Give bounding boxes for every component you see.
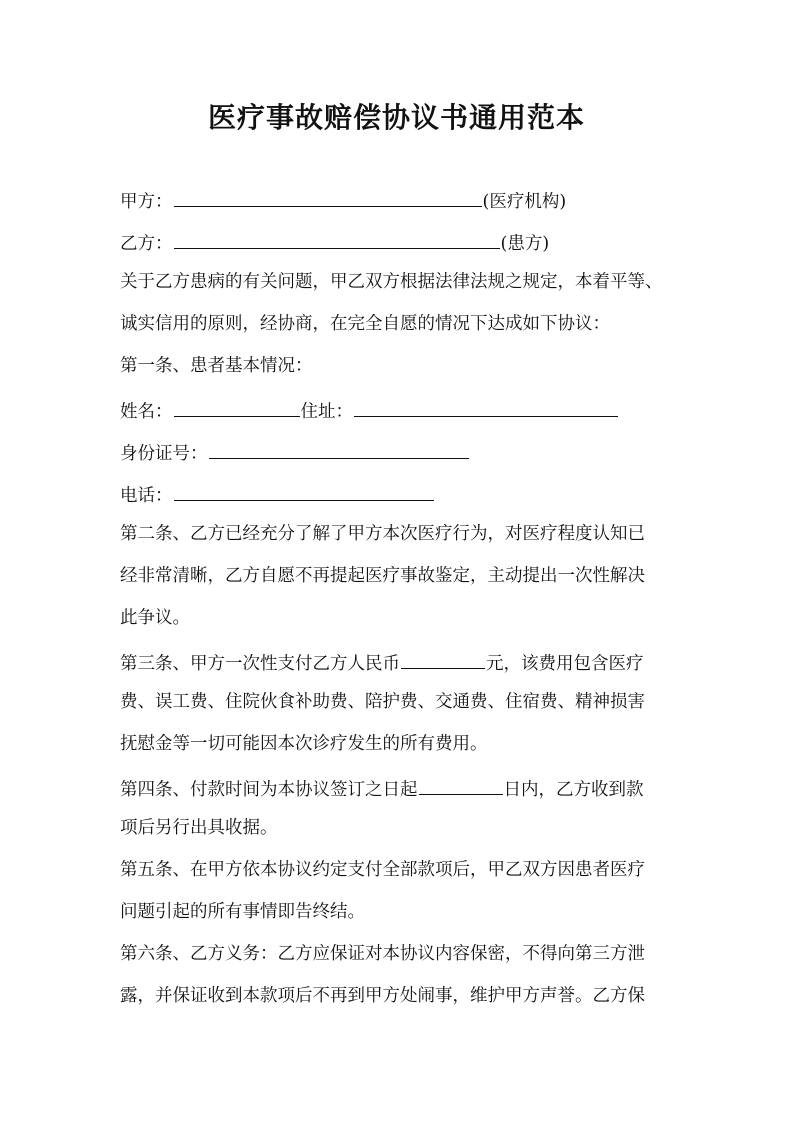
- article-3-line-1: [120, 652, 690, 674]
- intro-line-2: 诚实信用的原则，经协商，在完全自愿的情况下达成如下协议：: [120, 314, 610, 334]
- article-3-text-a: 第三条、甲方一次性支付乙方人民币: [120, 654, 400, 674]
- article-4-line-2: 项后另行出具收据。: [120, 818, 278, 838]
- article-6-line-1: 第六条、乙方义务：乙方应保证对本协议内容保密，不得向第三方泄: [120, 944, 645, 964]
- article-5-line-2: 问题引起的所有事情即告终结。: [120, 902, 365, 922]
- document-title: 医疗事故赔偿协议书通用范本: [207, 101, 585, 134]
- party-b-blank: [174, 232, 500, 249]
- name-address-line: [120, 400, 690, 422]
- party-a-blank: [174, 190, 482, 207]
- article-4-text-a: 第四条、付款时间为本协议签订之日起: [120, 780, 418, 800]
- name-label: 姓名：: [120, 402, 173, 422]
- article-3-line-3: 抚慰金等一切可能因本次诊疗发生的所有费用。: [120, 734, 488, 754]
- article-5-line-1: 第五条、在甲方依本协议约定支付全部款项后，甲乙双方因患者医疗: [120, 860, 645, 880]
- party-a-line: [120, 190, 690, 212]
- article-2-line-1: 第二条、乙方已经充分了解了甲方本次医疗行为，对医疗程度认知已: [120, 524, 645, 544]
- intro-line-1: 关于乙方患病的有关问题，甲乙双方根据法律法规之规定，本着平等、: [120, 272, 663, 292]
- id-number-blank: [209, 442, 469, 459]
- article-2-line-3: 此争议。: [120, 608, 190, 628]
- party-b-line: [120, 232, 690, 254]
- phone-blank: [174, 484, 434, 501]
- article-3-text-b: 元，该费用包含医疗: [486, 654, 644, 674]
- amount-blank: [401, 652, 485, 669]
- address-blank: [354, 400, 618, 417]
- party-b-label: 乙方：: [120, 234, 173, 254]
- party-a-label: 甲方：: [120, 192, 173, 212]
- id-number-label: 身份证号：: [120, 444, 208, 464]
- article-6-line-2: 露，并保证收到本款项后不再到甲方处闹事，维护甲方声誉。乙方保: [120, 986, 645, 1006]
- name-blank: [174, 400, 300, 417]
- party-a-note: (医疗机构): [482, 192, 567, 212]
- phone-label: 电话：: [120, 486, 173, 506]
- article-1-heading: 第一条、患者基本情况：: [120, 356, 313, 376]
- phone-line: [120, 484, 690, 506]
- address-label: 住址：: [300, 402, 353, 422]
- article-4-text-b: 日内，乙方收到款: [503, 780, 644, 800]
- article-2-line-2: 经非常清晰，乙方自愿不再提起医疗事故鉴定，主动提出一次性解决: [120, 566, 645, 586]
- party-b-note: (患方): [500, 234, 550, 254]
- id-number-line: [120, 442, 690, 464]
- days-blank: [419, 778, 503, 795]
- article-4-line-1: [120, 778, 690, 800]
- article-3-line-2: 费、误工费、住院伙食补助费、陪护费、交通费、住宿费、精神损害: [120, 692, 645, 712]
